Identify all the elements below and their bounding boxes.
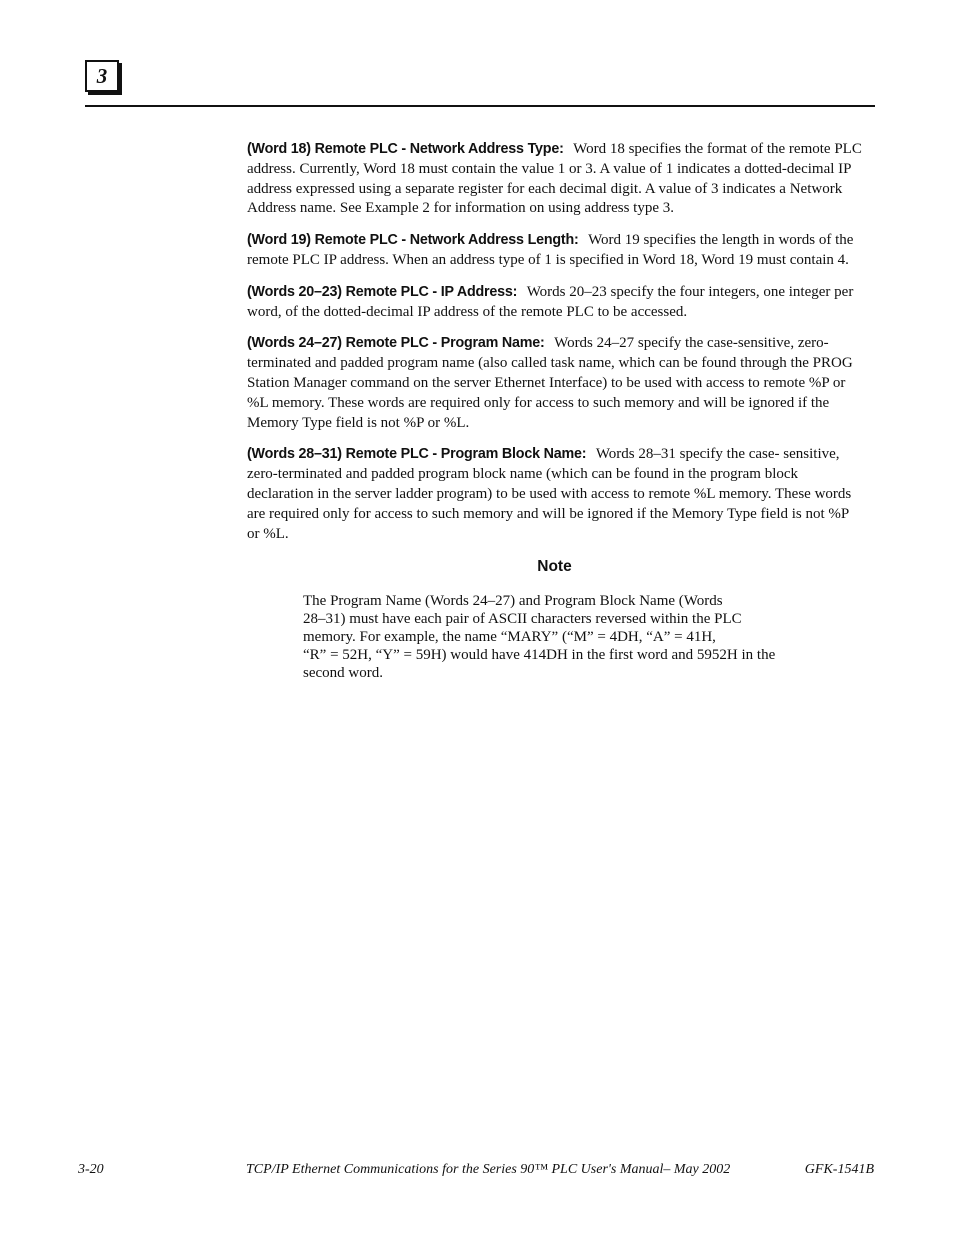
section-text: Word 18 specifies the format of the remote PLC address. Currently, Word 18 must contain the value 1 or 3. A value of 1 indicates a dotted-decimal IP address expressed using a separate register for each decimal digit. A value of 3 indicates a Network Address name. See Example 2 for information on using address type 3. [247,141,862,217]
document-id: GFK-1541B [804,1162,874,1177]
manual-title: TCP/IP Ethernet Communications for the Series 90™ PLC User's Manual– May 2002 [246,1162,731,1177]
note-line: 28–31) must have each pair of ASCII characters reversed within the PLC [303,611,742,628]
section-words-28-31 [247,445,862,544]
section-word-19 [247,231,862,271]
page-number: 3-20 [78,1162,104,1177]
section-heading: (Words 20–23) Remote PLC - IP Address: [247,283,518,300]
section-heading: (Words 28–31) Remote PLC - Program Block Name: [247,446,587,463]
note-body [303,592,803,682]
section-heading: (Words 24–27) Remote PLC - Program Name: [247,335,545,352]
section-words-20-23 [247,283,862,323]
chapter-number-box [85,60,119,92]
section-heading: (Word 19) Remote PLC - Network Address Length: [247,232,579,249]
section-text: Word 19 specifies the length in words of the remote PLC IP address. When an address type of 1 is specified in Word 18, Word 19 must contain 4. [247,232,854,268]
section-word-18 [247,140,862,219]
note-title: Note [537,558,572,576]
section-text: Words 24–27 specify the case-sensitive, zero-terminated and padded program name (also called task name, which can be found through the PROG Station Manager command on the server Ethernet Interface) to be used with access to remote %P or %L memory. These words are required only for access to such memory and will be ignored if the Memory Type field is not %P or %L. [247,335,853,431]
note-line: “R” = 52H, “Y” = 59H) would have 414DH in the first word and 5952H in the [303,647,776,664]
section-text: Words 20–23 specify the four integers, one integer per word, of the dotted-decimal IP address of the remote PLC to be accessed. [247,283,854,320]
main-content [247,140,862,682]
section-text: Words 28–31 specify the case- sensitive, zero-terminated and padded program block name (which can be found in the program block declaration in the server ladder program) to be used with access to remote %L memory. These words are required only for access to such memory and will be ignored if the Memory Type field is not %P or %L. [247,446,852,542]
section-heading: (Word 18) Remote PLC - Network Address Type: [247,141,564,157]
note-line: second word. [303,665,383,682]
section-words-24-27 [247,334,862,433]
header-rule [85,105,875,107]
chapter-number: 3 [96,63,108,88]
note-line: The Program Name (Words 24–27) and Program Block Name (Words [303,593,723,610]
note-line: memory. For example, the name “MARY” (“M” = 4DH, “A” = 41H, [303,629,716,646]
